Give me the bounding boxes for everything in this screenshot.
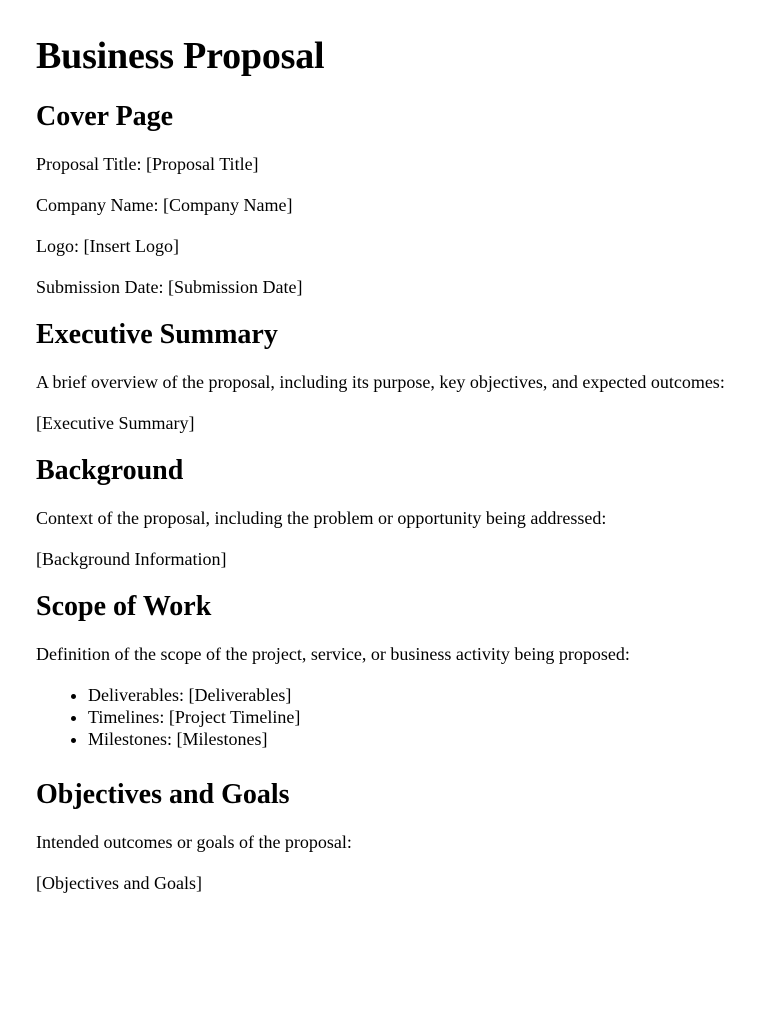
background-heading: Background <box>36 455 184 486</box>
scope-of-work-description: Definition of the scope of the project, service, or business activity being proposed: <box>36 644 630 664</box>
objectives-and-goals-section <box>36 779 734 894</box>
background-section <box>36 455 734 570</box>
scope-of-work-list <box>36 684 734 750</box>
milestones-item: • Milestones: [Milestones] <box>88 728 734 750</box>
proposal-title-field: Proposal Title: [Proposal Title] <box>36 154 259 174</box>
background-placeholder: [Background Information] <box>36 549 227 569</box>
deliverables-item: • Deliverables: [Deliverables] <box>88 684 734 706</box>
scope-of-work-section <box>36 591 734 750</box>
company-name-field: Company Name: [Company Name] <box>36 195 293 215</box>
objectives-and-goals-placeholder: [Objectives and Goals] <box>36 873 202 893</box>
executive-summary-description: A brief overview of the proposal, including its purpose, key objectives, and expected outcomes: <box>36 372 725 392</box>
logo-field: Logo: [Insert Logo] <box>36 236 179 256</box>
cover-page-heading: Cover Page <box>36 101 174 132</box>
executive-summary-section <box>36 319 734 434</box>
cover-page-section <box>36 101 734 298</box>
background-description: Context of the proposal, including the problem or opportunity being addressed: <box>36 508 607 528</box>
timelines-item: • Timelines: [Project Timeline] <box>88 706 734 728</box>
executive-summary-heading: Executive Summary <box>36 319 278 350</box>
document-title: Business Proposal <box>36 35 325 77</box>
submission-date-field: Submission Date: [Submission Date] <box>36 277 303 297</box>
scope-of-work-heading: Scope of Work <box>36 591 212 622</box>
objectives-and-goals-heading: Objectives and Goals <box>36 779 290 810</box>
objectives-and-goals-description: Intended outcomes or goals of the proposal: <box>36 832 352 852</box>
executive-summary-placeholder: [Executive Summary] <box>36 413 195 433</box>
